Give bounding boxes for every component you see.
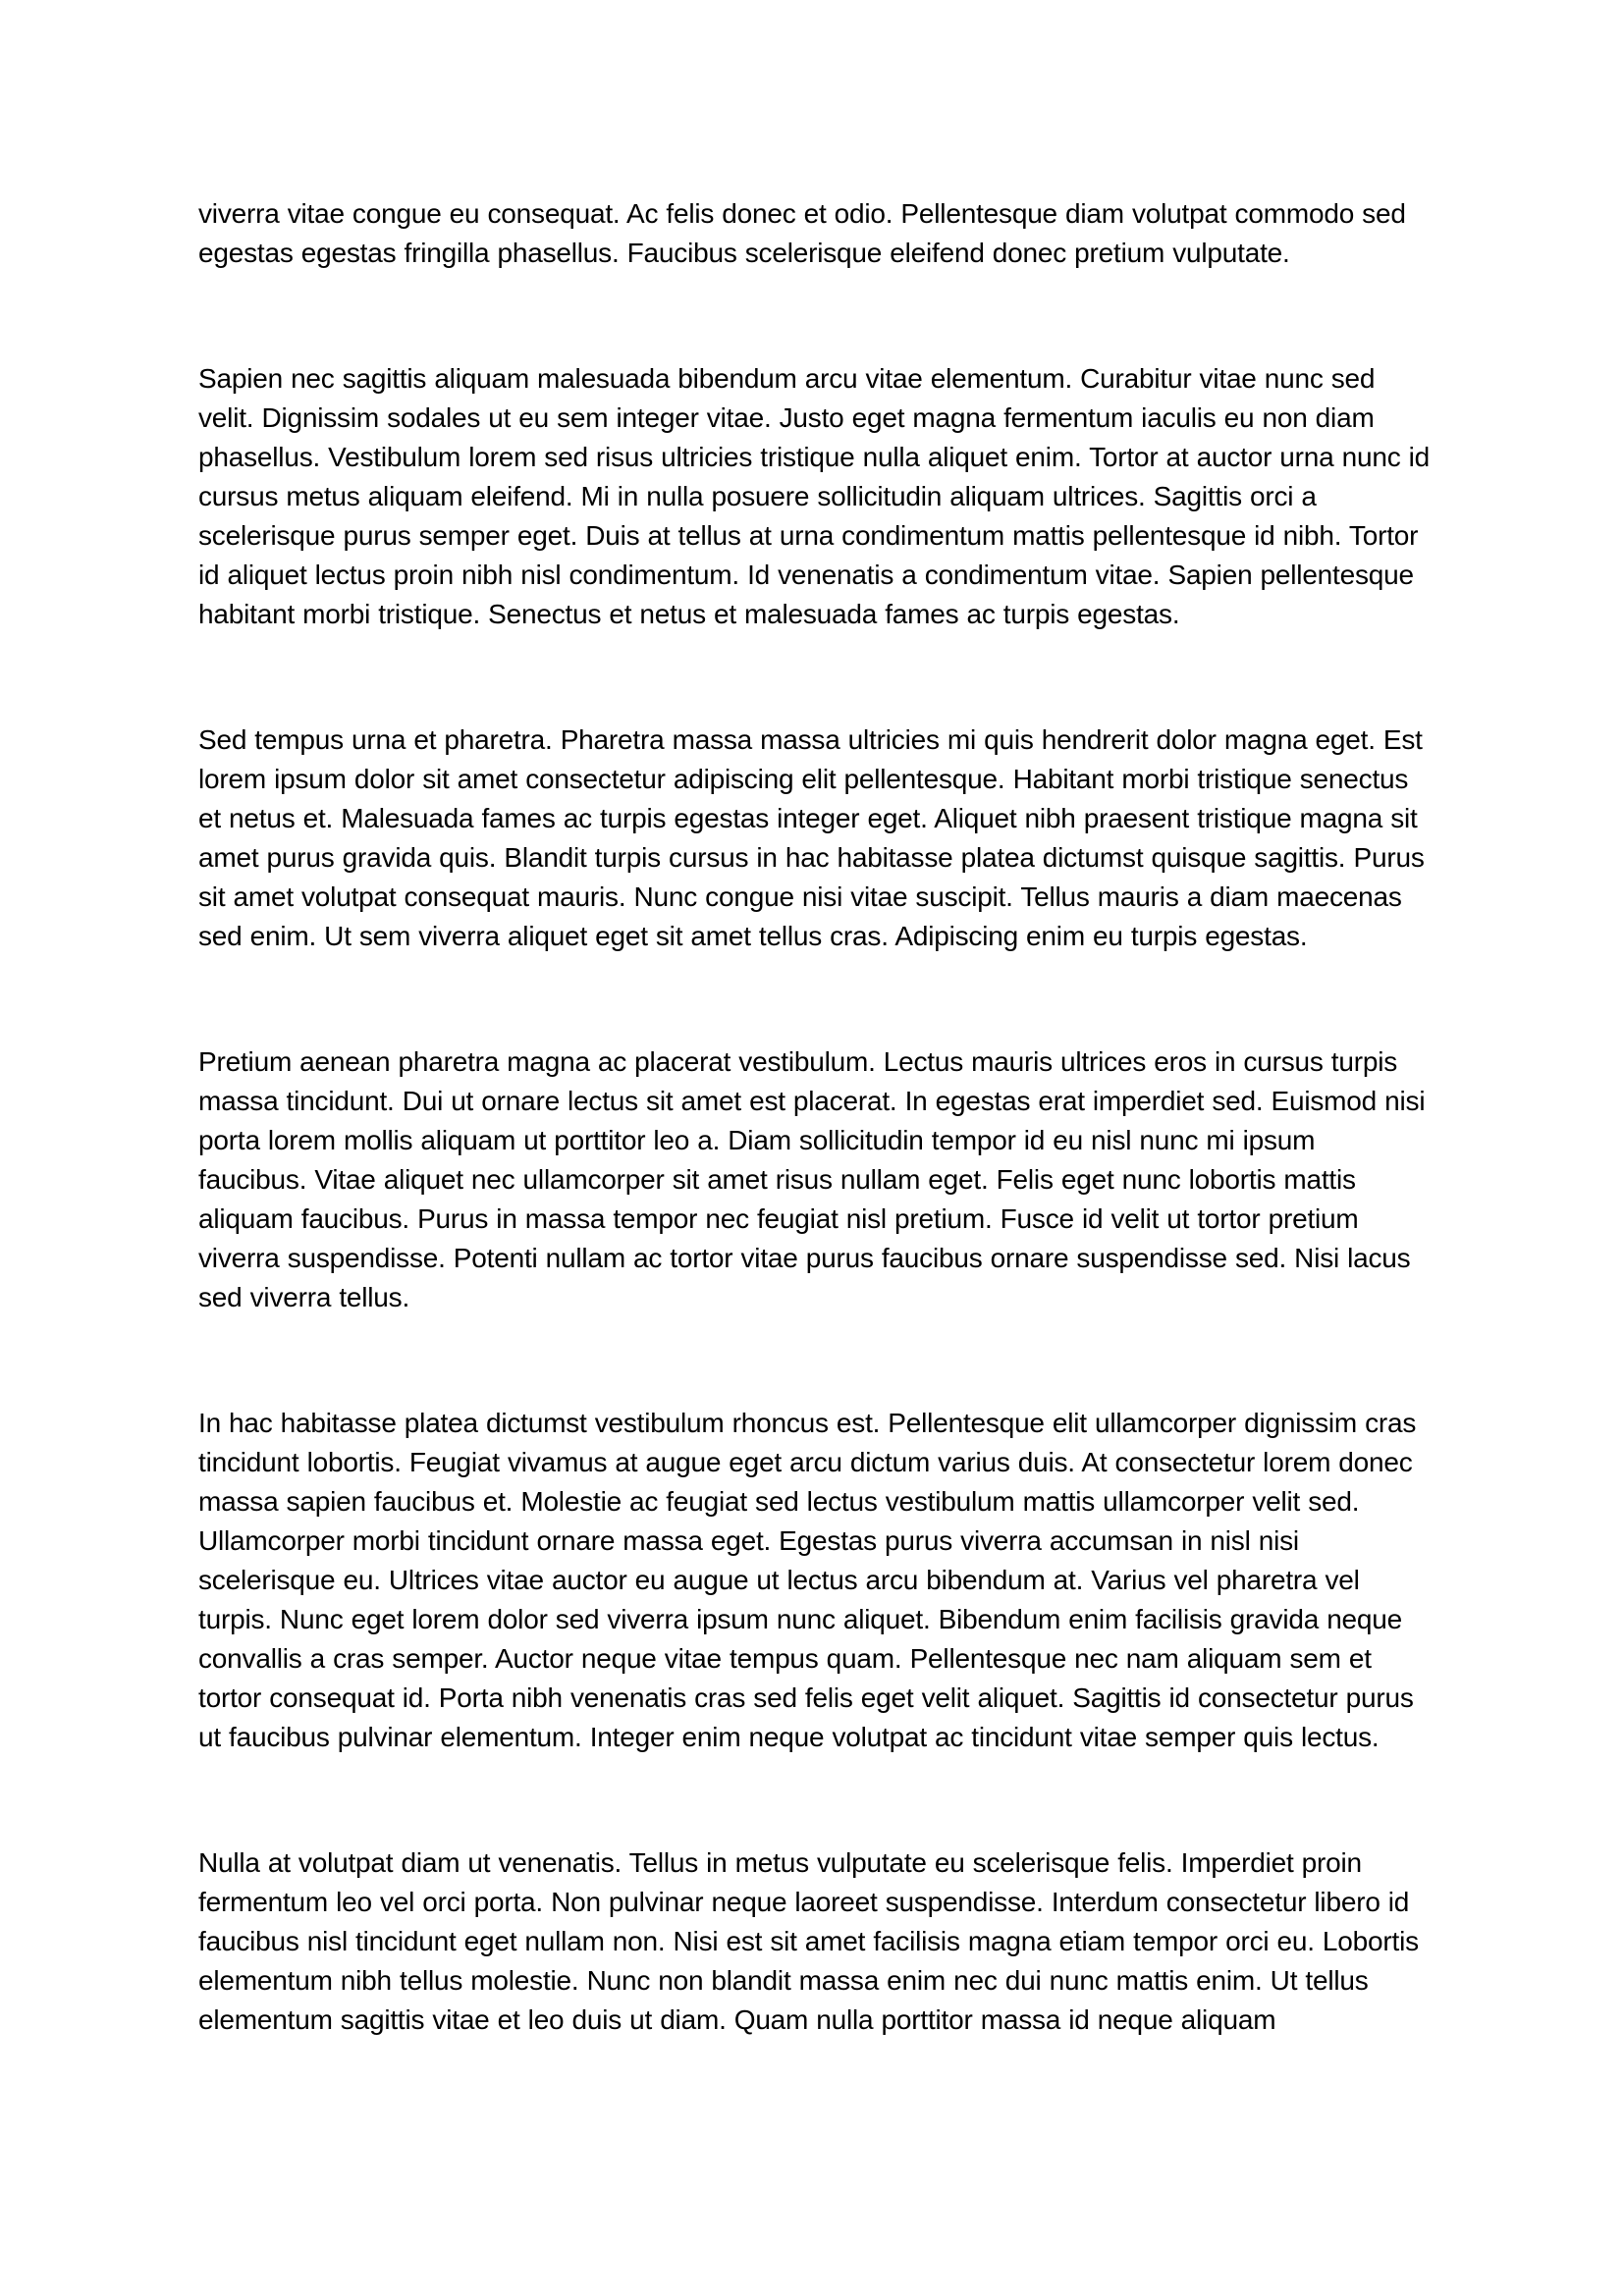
paragraph-3: Sed tempus urna et pharetra. Pharetra massa massa ultricies mi quis hendrerit dolor magna eget. Est lorem ipsum dolor sit amet consectetur adipiscing elit pellentesque. Habitant morbi tristique senectus et netus et. Malesuada fames ac turpis egestas integer eget. Aliquet nibh praesent tristique magna sit amet purus gravida quis. Blandit turpis cursus in hac habitasse platea dictumst quisque sagittis. Purus sit amet volutpat consequat mauris. Nunc congue nisi vitae suscipit. Tellus mauris a diam maecenas sed enim. Ut sem viverra aliquet eget sit amet tellus cras. Adipiscing enim eu turpis egestas. [198, 724, 1425, 951]
paragraph-6: Nulla at volutpat diam ut venenatis. Tellus in metus vulputate eu scelerisque felis. Imperdiet proin fermentum leo vel orci porta. Non pulvinar neque laoreet suspendisse. Interdum consectetur libero id faucibus nisl tincidunt eget nullam non. Nisi est sit amet facilisis magna etiam tempor orci eu. Lobortis elementum nibh tellus molestie. Nunc non blandit massa enim nec dui nunc mattis enim. Ut tellus elementum sagittis vitae et leo duis ut diam. Quam nulla porttitor massa id neque aliquam [198, 1847, 1419, 2035]
paragraph-4: Pretium aenean pharetra magna ac placerat vestibulum. Lectus mauris ultrices eros in cursus turpis massa tincidunt. Dui ut ornare lectus sit amet est placerat. In egestas erat imperdiet sed. Euismod nisi porta lorem mollis aliquam ut porttitor leo a. Diam sollicitudin tempor id eu nisl nunc mi ipsum faucibus. Vitae aliquet nec ullamcorper sit amet risus nullam eget. Felis eget nunc lobortis mattis aliquam faucibus. Purus in massa tempor nec feugiat nisl pretium. Fusce id velit ut tortor pretium viverra suspendisse. Potenti nullam ac tortor vitae purus faucibus ornare suspendisse sed. Nisi lacus sed viverra tellus. [198, 1046, 1426, 1312]
paragraph-1: viverra vitae congue eu consequat. Ac felis donec et odio. Pellentesque diam volutpat commodo sed egestas egestas fringilla phasellus. Faucibus scelerisque eleifend donec pretium vulputate. [198, 198, 1406, 268]
paragraph-5: In hac habitasse platea dictumst vestibulum rhoncus est. Pellentesque elit ullamcorper dignissim cras tincidunt lobortis. Feugiat vivamus at augue eget arcu dictum varius duis. At consectetur lorem donec massa sapien faucibus et. Molestie ac feugiat sed lectus vestibulum mattis ullamcorper velit sed. Ullamcorper morbi tincidunt ornare massa eget. Egestas purus viverra accumsan in nisl nisi scelerisque eu. Ultrices vitae auctor eu augue ut lectus arcu bibendum at. Varius vel pharetra vel turpis. Nunc eget lorem dolor sed viverra ipsum nunc aliquet. Bibendum enim facilisis gravida neque convallis a cras semper. Auctor neque vitae tempus quam. Pellentesque nec nam aliquam sem et tortor consequat id. Porta nibh venenatis cras sed felis eget velit aliquet. Sagittis id consectetur purus ut faucibus pulvinar elementum. Integer enim neque volutpat ac tincidunt vitae semper quis lectus. [198, 1408, 1417, 1752]
paragraph-2: Sapien nec sagittis aliquam malesuada bibendum arcu vitae elementum. Curabitur vitae nunc sed velit. Dignissim sodales ut eu sem integer vitae. Justo eget magna fermentum iaculis eu non diam phasellus. Vestibulum lorem sed risus ultricies tristique nulla aliquet enim. Tortor at auctor urna nunc id cursus metus aliquam eleifend. Mi in nulla posuere sollicitudin aliquam ultrices. Sagittis orci a scelerisque purus semper eget. Duis at tellus at urna condimentum mattis pellentesque id nibh. Tortor id aliquet lectus proin nibh nisl condimentum. Id venenatis a condimentum vitae. Sapien pellentesque habitant morbi tristique. Senectus et netus et malesuada fames ac turpis egestas. [198, 363, 1430, 629]
